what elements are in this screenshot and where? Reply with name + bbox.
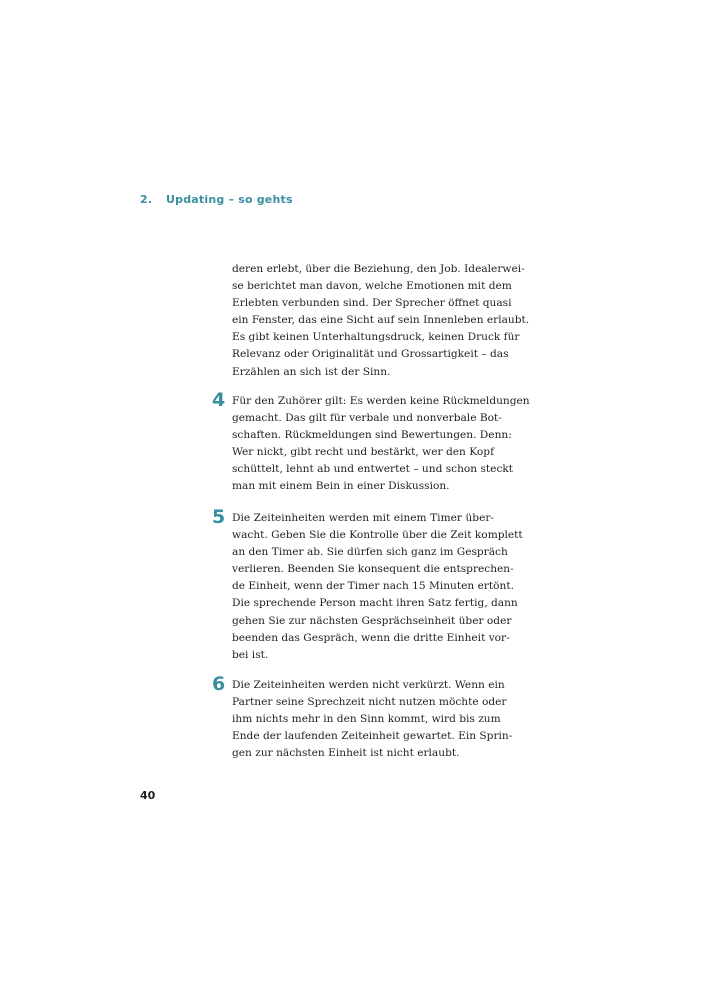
item-number-6: 6	[212, 673, 226, 695]
text-line: ein Fenster, das eine Sicht auf sein Innenleben erlaubt.	[232, 314, 530, 327]
page-number: 40	[140, 789, 156, 802]
item-number-4: 4	[212, 389, 226, 411]
text-line: de Einheit, wenn der Timer nach 15 Minuten ertönt.	[232, 580, 514, 593]
text-line: gemacht. Das gilt für verbale und nonverbale Bot-	[232, 412, 502, 425]
text-line: Für den Zuhörer gilt: Es werden keine Rückmeldungen	[232, 395, 530, 407]
item-number-5: 5	[212, 506, 226, 528]
text-line: an den Timer ab. Sie dürfen sich ganz im Gespräch	[232, 546, 508, 559]
running-header	[140, 193, 293, 206]
intro-paragraph	[232, 261, 530, 381]
chapter-title: Updating – so gehts	[166, 193, 293, 206]
text-line: se berichtet man davon, welche Emotionen mit dem	[232, 280, 512, 293]
text-line: Die Zeiteinheiten werden mit einem Timer über-	[232, 512, 494, 524]
text-line: gehen Sie zur nächsten Gesprächseinheit über oder	[232, 614, 512, 627]
item-6-paragraph	[232, 677, 513, 762]
text-line: bei ist.	[232, 648, 269, 661]
text-line: Relevanz oder Originalität und Grossartigkeit – das	[232, 348, 509, 361]
chapter-number: 2.	[140, 193, 153, 206]
text-line: Erzählen an sich ist der Sinn.	[232, 365, 391, 378]
text-line: Partner seine Sprechzeit nicht nutzen möchte oder	[232, 696, 507, 709]
text-line: wacht. Geben Sie die Kontrolle über die Zeit komplett	[232, 529, 523, 542]
text-line: Wer nickt, gibt recht und bestärkt, wer den Kopf	[232, 446, 494, 459]
text-line: Es gibt keinen Unterhaltungsdruck, keinen Druck für	[232, 331, 520, 344]
text-line: schaften. Rückmeldungen sind Bewertungen. Denn:	[232, 429, 512, 442]
item-4-paragraph	[232, 393, 530, 496]
text-line: gen zur nächsten Einheit ist nicht erlaubt.	[232, 747, 460, 760]
text-line: Erlebten verbunden sind. Der Sprecher öffnet quasi	[232, 297, 512, 310]
text-line: Die sprechende Person macht ihren Satz fertig, dann	[232, 597, 518, 610]
text-line: schüttelt, lehnt ab und entwertet – und schon steckt	[232, 463, 514, 476]
item-5-paragraph	[232, 510, 523, 664]
text-line: ihm nichts mehr in den Sinn kommt, wird bis zum	[232, 713, 501, 726]
text-line: verlieren. Beenden Sie konsequent die entsprechen-	[232, 563, 514, 576]
text-line: man mit einem Bein in einer Diskussion.	[232, 480, 450, 493]
text-line: beenden das Gespräch, wenn die dritte Einheit vor-	[232, 631, 510, 644]
text-line: Ende der laufenden Zeiteinheit gewartet. Ein Sprin-	[232, 730, 513, 743]
text-line: deren erlebt, über die Beziehung, den Job. Idealerwei-	[232, 263, 525, 275]
text-line: Die Zeiteinheiten werden nicht verkürzt. Wenn ein	[232, 679, 505, 691]
